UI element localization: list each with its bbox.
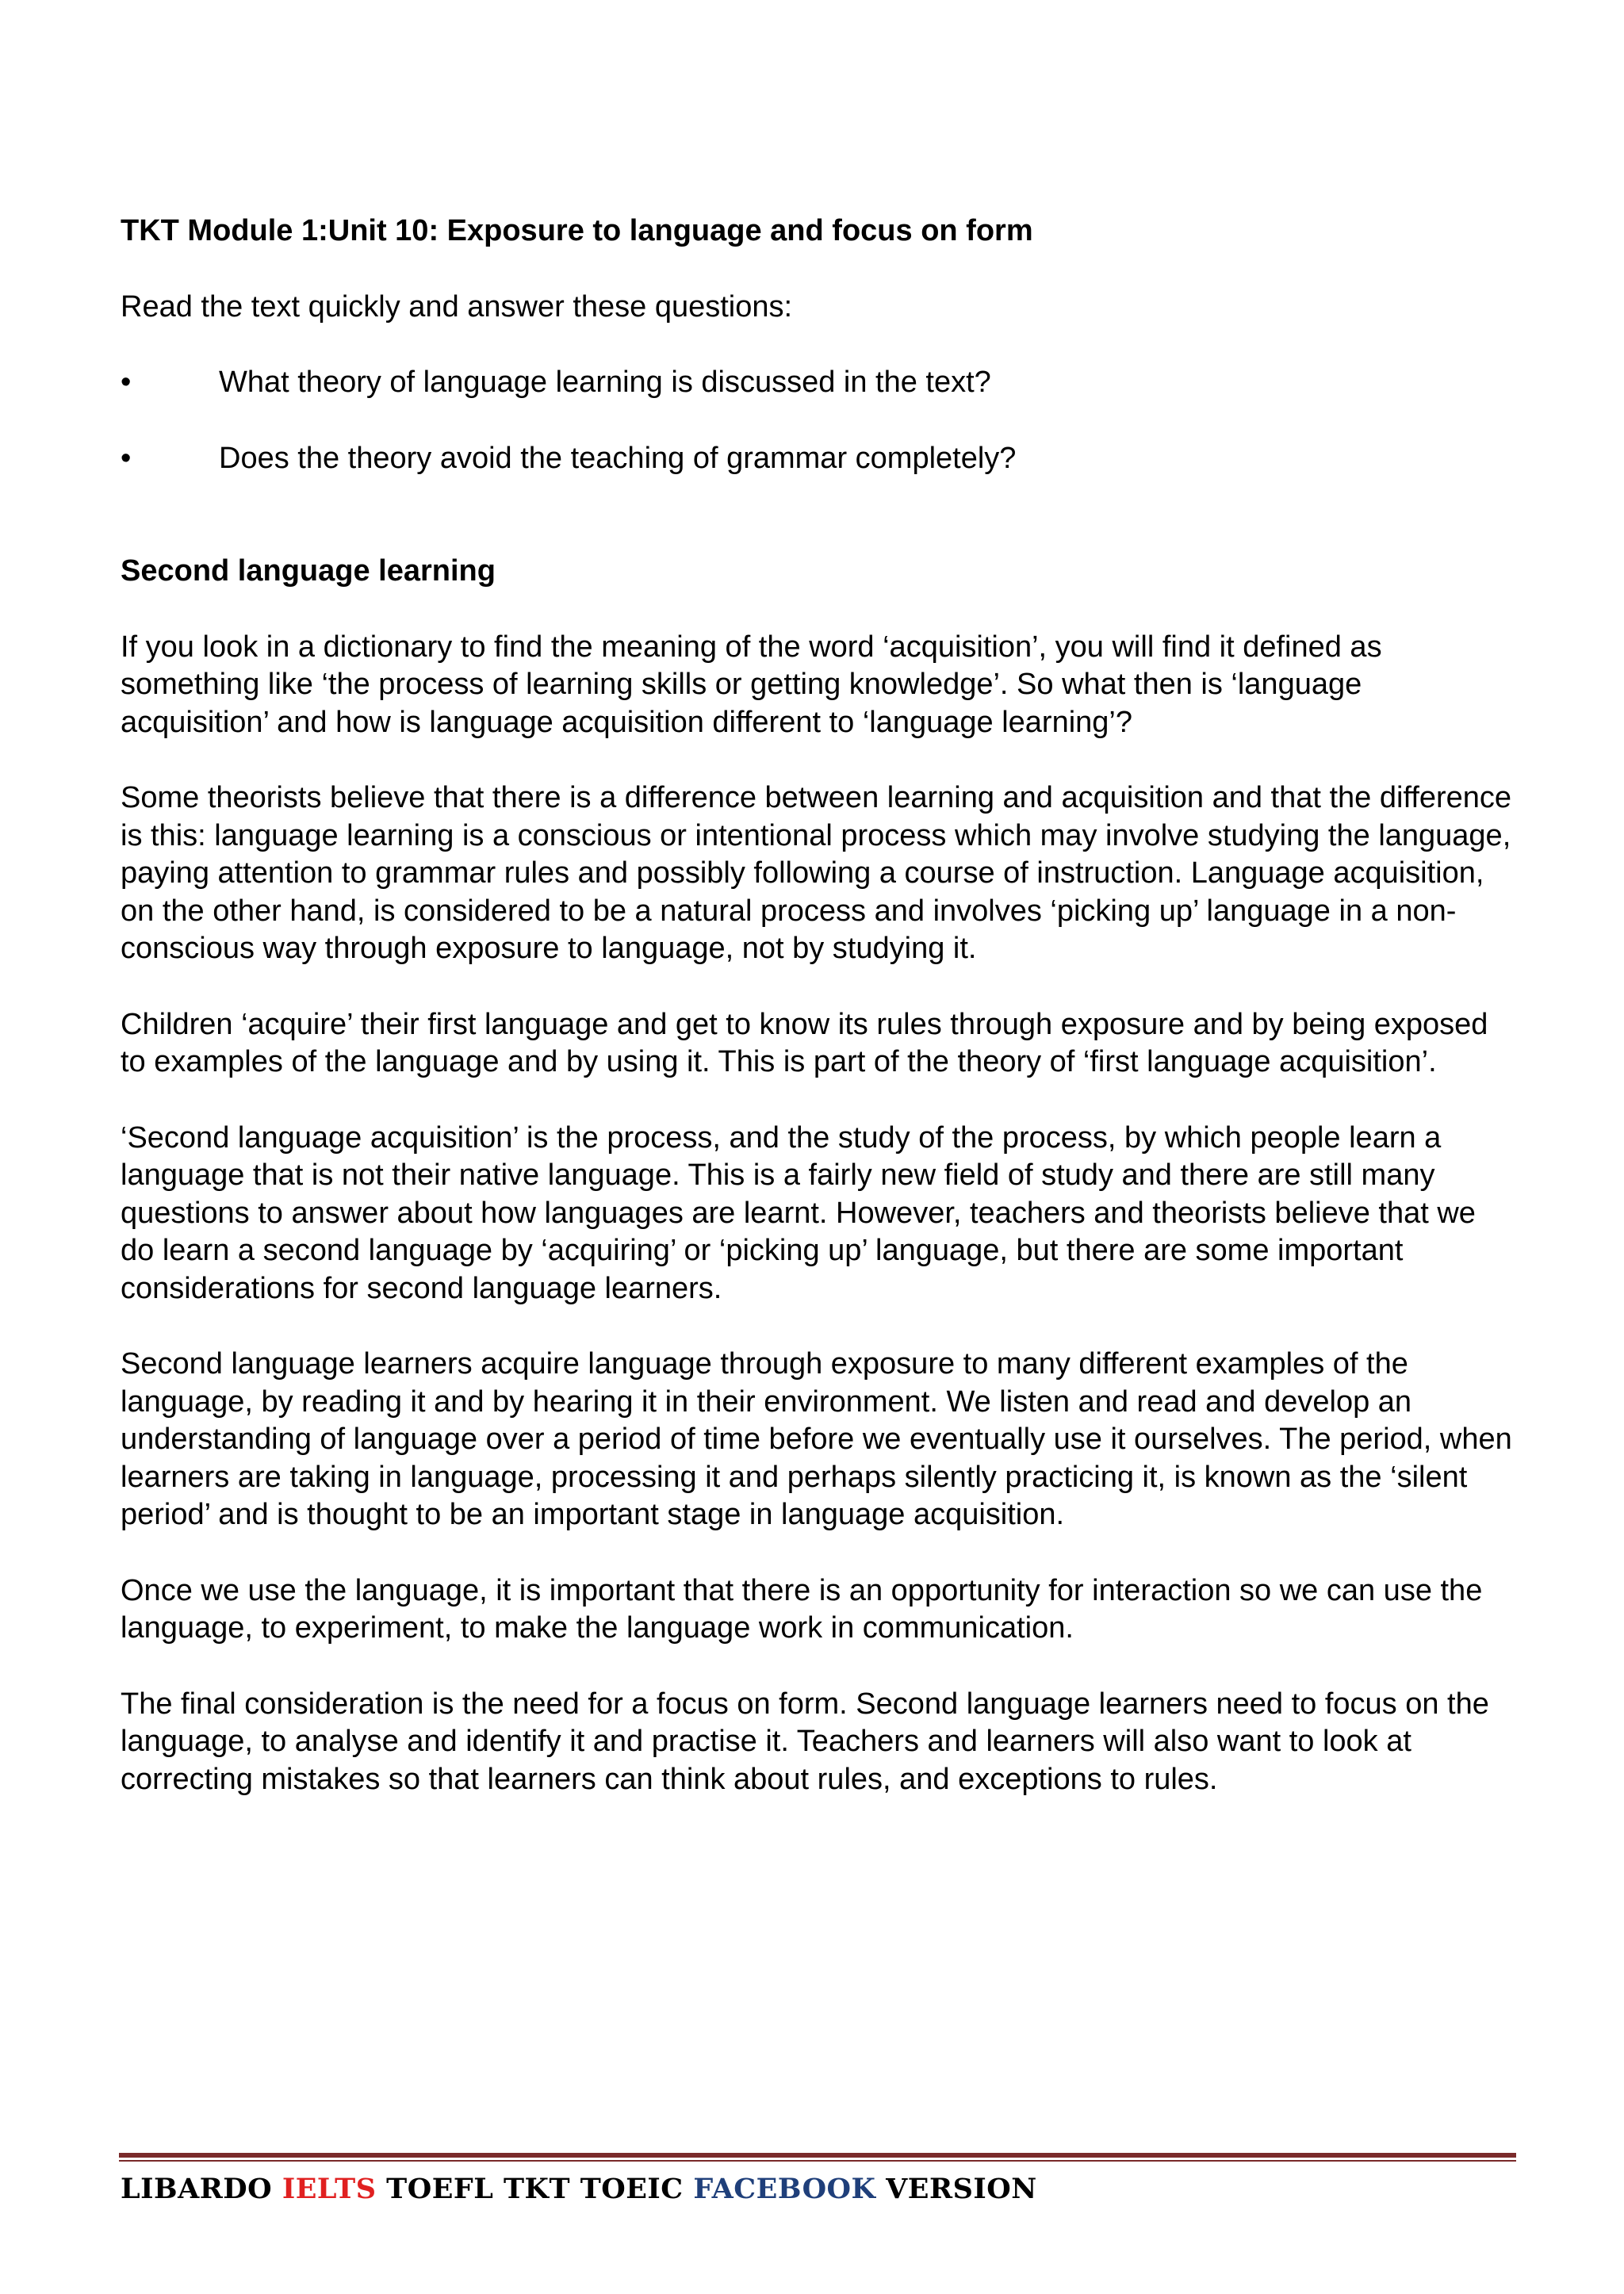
bullet-icon: • <box>121 366 132 399</box>
question-list <box>121 364 1516 477</box>
question-text: What theory of language learning is discussed in the text? <box>219 366 991 399</box>
footer-segment-ielts: IELTS <box>282 2173 387 2205</box>
question-text: Does the theory avoid the teaching of grammar completely? <box>219 441 1017 475</box>
paragraph: Second language learners acquire language through exposure to many different examples of the language, by reading it and by hearing it in their environment. We listen and read and develop an understanding of language over a period of time before we eventually use it ourselves. The period, when learners are taking in language, processing it and perhaps silently practicing it, is known as the ‘silent period’ and is thought to be an important stage in language acquisition. <box>121 1347 1512 1531</box>
document-title: TKT Module 1:Unit 10: Exposure to language and focus on form <box>121 214 1033 247</box>
paragraph: The final consideration is the need for a focus on form. Second language learners need to focus on the language, to analyse and identify it and practise it. Teachers and learners will also want to look at correcting mistakes so that learners can think about rules, and exceptions to rules. <box>121 1687 1489 1796</box>
footer-segment-exams: TOEFL TKT TOEIC <box>386 2173 694 2205</box>
paragraph: ‘Second language acquisition’ is the process, and the study of the process, by which people learn a language that is not their native language. This is a fairly new field of study and there are still many questions to answer about how languages are learnt. However, teachers and theorists believe that we do learn a second language by ‘acquiring’ or ‘picking up’ language, but there are some important considerations for second language learners. <box>121 1120 1476 1305</box>
footer-segment-facebook: FACEBOOK <box>693 2173 887 2205</box>
footer-segment-version: VERSION <box>886 2173 1037 2205</box>
footer-segment-libardo: LIBARDO <box>121 2173 282 2205</box>
question-item <box>121 440 1516 478</box>
intro-instruction: Read the text quickly and answer these questions: <box>121 289 793 324</box>
footer-banner <box>121 2173 1037 2205</box>
paragraph: Children ‘acquire’ their first language and get to know its rules through exposure and by being exposed to examples of the language and by using it. This is part of the theory of ‘first language acquisition’. <box>121 1007 1488 1078</box>
footer-divider-thin-line <box>119 2160 1516 2162</box>
footer-divider-thick-line <box>119 2153 1516 2158</box>
document-body <box>121 213 1516 1836</box>
section-heading: Second language learning <box>121 554 496 588</box>
paragraph: If you look in a dictionary to find the meaning of the word ‘acquisition’, you will find it defined as something like ‘the process of learning skills or getting knowledge’. So what then is ‘language acquisition’ and how is language acquisition different to ‘language learning’? <box>121 630 1382 739</box>
question-item <box>121 364 1516 402</box>
paragraph: Some theorists believe that there is a difference between learning and acquisition and that the difference is this: language learning is a conscious or intentional process which may involve studying the language, paying attention to grammar rules and possibly following a course of instruction. Language acquisition, on the other hand, is considered to be a natural process and involves ‘picking up’ language in a non-conscious way through exposure to language, not by studying it. <box>121 781 1512 965</box>
paragraph: Once we use the language, it is important that there is an opportunity for interaction so we can use the language, to experiment, to make the language work in communication. <box>121 1573 1483 1645</box>
footer-divider <box>119 2153 1516 2164</box>
bullet-icon: • <box>121 441 132 475</box>
